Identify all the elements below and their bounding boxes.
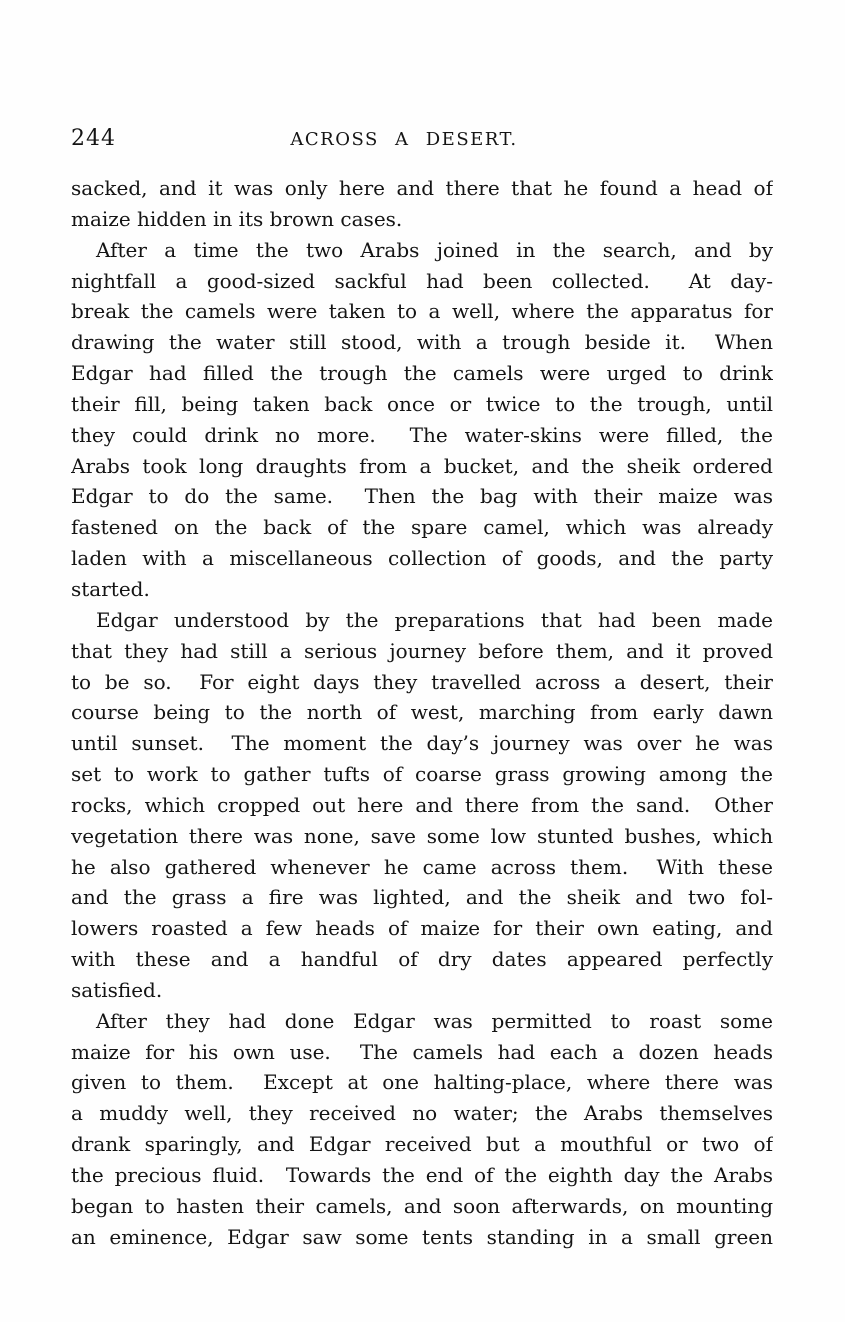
text-line: with these and a handful of dry dates appeared perfectly xyxy=(71,947,773,972)
text-line: their fill, being taken back once or twice to the trough, until xyxy=(71,391,773,416)
text-block xyxy=(71,173,773,1253)
text-line: the precious fluid. Towards the end of the eighth day the Arabs xyxy=(71,1163,773,1187)
text-line: satisfied. xyxy=(71,977,163,1002)
text-line: maize for his own use. The camels had each a dozen heads xyxy=(71,1039,773,1064)
running-header xyxy=(71,128,773,154)
text-line: lowers roasted a few heads of maize for their own eating, and xyxy=(71,916,773,941)
text-line: set to work to gather tufts of coarse grass growing among the xyxy=(71,762,773,787)
text-line: that they had still a serious journey before them, and it proved xyxy=(71,638,773,663)
text-line: drank sparingly, and Edgar received but a mouthful or two of xyxy=(71,1132,773,1157)
text-line: After a time the two Arabs joined in the search, and by xyxy=(96,237,773,262)
text-line: Arabs took long draughts from a bucket, and the sheik ordered xyxy=(71,453,773,478)
page-number: 244 xyxy=(71,126,116,151)
text-line: a muddy well, they received no water; the Arabs themselves xyxy=(71,1101,773,1126)
text-line: given to them. Except at one halting-place, where there was xyxy=(71,1070,773,1095)
text-line: they could drink no more. The water-skins were filled, the xyxy=(71,422,773,447)
text-line: drawing the water still stood, with a trough beside it. When xyxy=(71,330,773,355)
text-line: Edgar understood by the preparations that had been made xyxy=(96,607,773,632)
text-line: Edgar to do the same. Then the bag with their maize was xyxy=(71,484,773,509)
text-line: After they had done Edgar was permitted to roast some xyxy=(96,1008,773,1033)
text-line: fastened on the back of the spare camel, which was already xyxy=(71,515,773,540)
text-line: nightfall a good-sized sackful had been collected. At day- xyxy=(71,268,773,293)
paragraph xyxy=(71,173,773,235)
text-line: to be so. For eight days they travelled across a desert, their xyxy=(71,669,773,694)
paragraph xyxy=(71,605,773,1006)
running-title: ACROSS A DESERT. xyxy=(290,129,518,150)
text-line: he also gathered whenever he came across them. With these xyxy=(71,854,773,879)
text-line: course being to the north of west, marching from early dawn xyxy=(71,700,773,725)
text-line: vegetation there was none, save some low stunted bushes, which xyxy=(71,823,773,848)
text-line: started. xyxy=(71,576,150,601)
text-line: break the camels were taken to a well, where the apparatus for xyxy=(71,299,773,324)
paragraph xyxy=(71,235,773,605)
text-line: an eminence, Edgar saw some tents standing in a small green xyxy=(71,1224,773,1249)
text-line: Edgar had filled the trough the camels were urged to drink xyxy=(71,361,773,386)
text-line: sacked, and it was only here and there that he found a head of xyxy=(71,176,773,200)
text-line: maize hidden in its brown cases. xyxy=(71,206,403,231)
text-line: and the grass a fire was lighted, and the sheik and two fol- xyxy=(71,885,773,910)
text-line: until sunset. The moment the day’s journey was over he was xyxy=(71,731,773,756)
text-line: laden with a miscellaneous collection of goods, and the party xyxy=(71,546,773,571)
text-line: rocks, which cropped out here and there from the sand. Other xyxy=(71,792,773,817)
paragraph xyxy=(71,1006,773,1253)
text-line: began to hasten their camels, and soon afterwards, on mounting xyxy=(71,1193,773,1218)
